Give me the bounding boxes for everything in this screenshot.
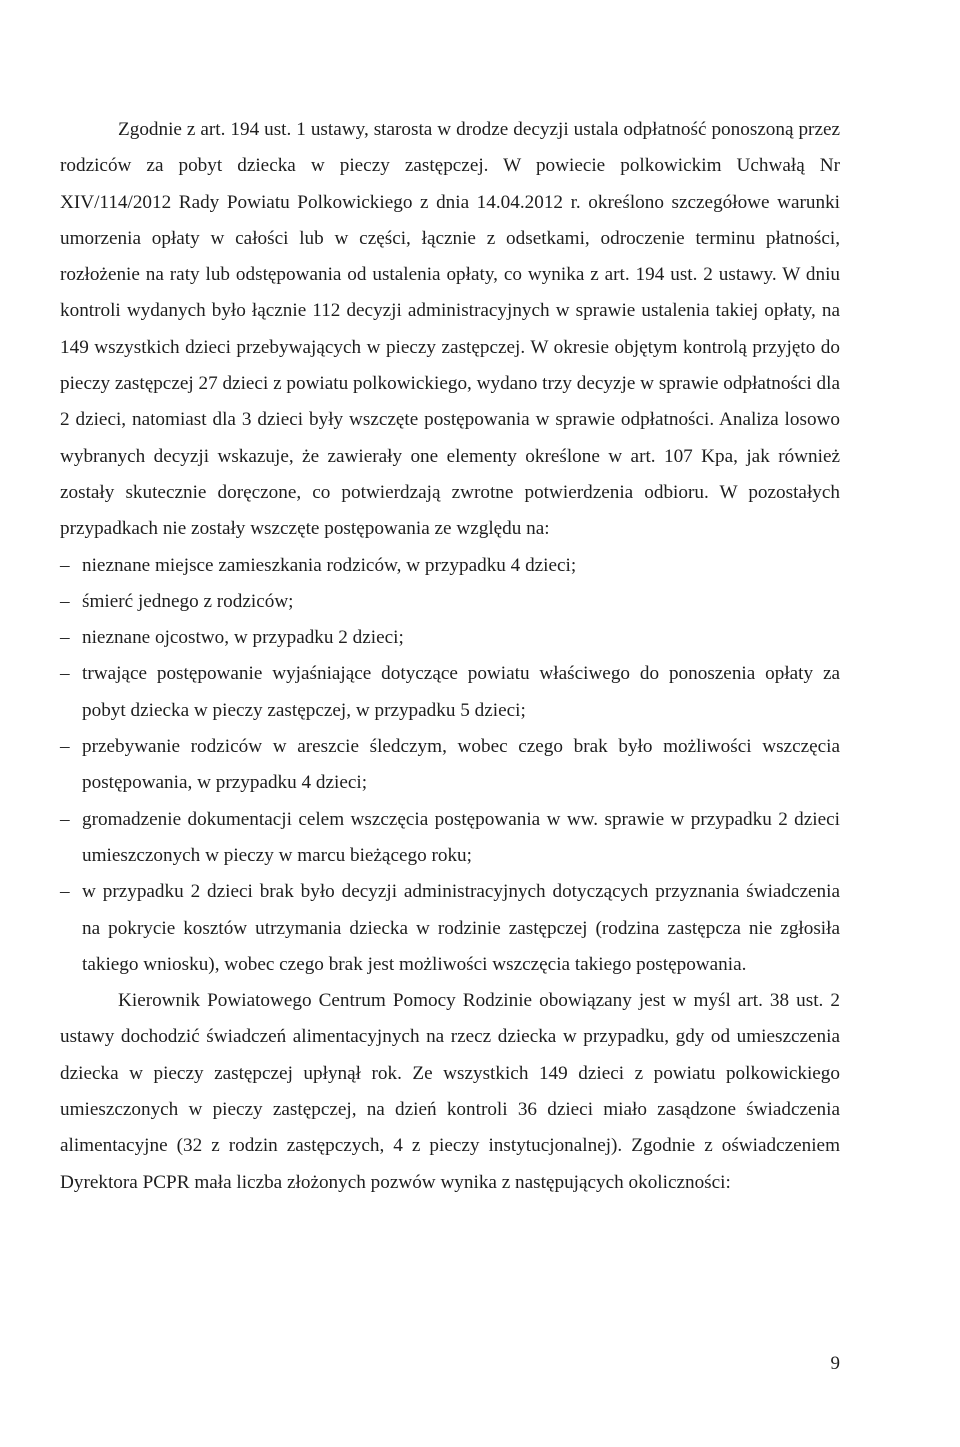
- list-item: [60, 548, 840, 584]
- list-item: [60, 584, 840, 620]
- list-dash: –: [60, 881, 70, 903]
- list-item: [60, 729, 840, 802]
- list-item-text: przebywanie rodziców w areszcie śledczym, wobec czego brak było możliwości wszczęcia postępowania, w przypadku 4 dzieci;: [82, 736, 840, 794]
- paragraph-alimenty: Kierownik Powiatowego Centrum Pomocy Rodzinie obowiązany jest w myśl art. 38 ust. 2 ustawy dochodzić świadczeń alimentacyjnych na rzecz dziecka w przypadku, gdy od umieszczenia dziecka w pieczy zastępczej upłynął rok. Ze wszystkich 149 dzieci z powiatu polkowickiego umieszczonych w pieczy zastępczej, na dzień kontroli 36 dzieci miało zasądzone świadczenia alimentacyjne (32 z rodzin zastępczych, 4 z pieczy instytucjonalnej). Zgodnie z oświadczeniem Dyrektora PCPR mała liczba złożonych pozwów wynika z następujących okoliczności:: [60, 990, 840, 1193]
- list-dash: –: [60, 663, 70, 685]
- document-page: [60, 112, 840, 1201]
- page-number: 9: [830, 1353, 840, 1374]
- list-item-text: gromadzenie dokumentacji celem wszczęcia postępowania w ww. sprawie w przypadku 2 dzieci umieszczonych w pieczy w marcu bieżącego roku;: [82, 808, 840, 866]
- list-item-text: trwające postępowanie wyjaśniające dotyczące powiatu właściwego do ponoszenia opłaty za pobyt dziecka w pieczy zastępczej, w przypadku 5 dzieci;: [82, 663, 840, 721]
- list-item: [60, 802, 840, 875]
- list-item: [60, 620, 840, 656]
- list-item: [60, 656, 840, 729]
- list-item-text: nieznane miejsce zamieszkania rodziców, w przypadku 4 dzieci;: [82, 554, 577, 576]
- list-dash: –: [60, 808, 70, 830]
- list-dash: –: [60, 590, 70, 612]
- list-item-text: nieznane ojcostwo, w przypadku 2 dzieci;: [82, 627, 404, 649]
- list-item: [60, 874, 840, 983]
- reasons-list: [60, 548, 840, 984]
- list-dash: –: [60, 554, 70, 576]
- list-dash: –: [60, 627, 70, 649]
- list-dash: –: [60, 736, 70, 758]
- list-item-text: w przypadku 2 dzieci brak było decyzji administracyjnych dotyczących przyznania świadczenia na pokrycie kosztów utrzymania dziecka w rodzinie zastępczej (rodzina zastępcza nie zgłosiła takiego wniosku), wobec czego brak jest możliwości wszczęcia takiego postępowania.: [82, 881, 840, 975]
- list-item-text: śmierć jednego z rodziców;: [82, 590, 294, 612]
- paragraph-odplatnosc: Zgodnie z art. 194 ust. 1 ustawy, starosta w drodze decyzji ustala odpłatność ponoszoną przez rodziców za pobyt dziecka w pieczy zastępczej. W powiecie polkowickim Uchwałą Nr XIV/114/2012 Rady Powiatu Polkowickiego z dnia 14.04.2012 r. określono szczegółowe warunki umorzenia opłaty w całości lub w części, łącznie z odsetkami, odroczenie terminu płatności, rozłożenie na raty lub odstępowania od ustalenia opłaty, co wynika z art. 194 ust. 2 ustawy. W dniu kontroli wydanych było łącznie 112 decyzji administracyjnych w sprawie ustalenia takiej opłaty, na 149 wszystkich dzieci przebywających w pieczy zastępczej. W okresie objętym kontrolą przyjęto do pieczy zastępczej 27 dzieci z powiatu polkowickiego, wydano trzy decyzje w sprawie odpłatności dla 2 dzieci, natomiast dla 3 dzieci były wszczęte postępowania w sprawie odpłatności. Analiza losowo wybranych decyzji wskazuje, że zawierały one elementy określone w art. 107 Kpa, jak również zostały skutecznie doręczone, co potwierdzają zwrotne potwierdzenia odbioru. W pozostałych przypadkach nie zostały wszczęte postępowania ze względu na:: [60, 119, 840, 540]
